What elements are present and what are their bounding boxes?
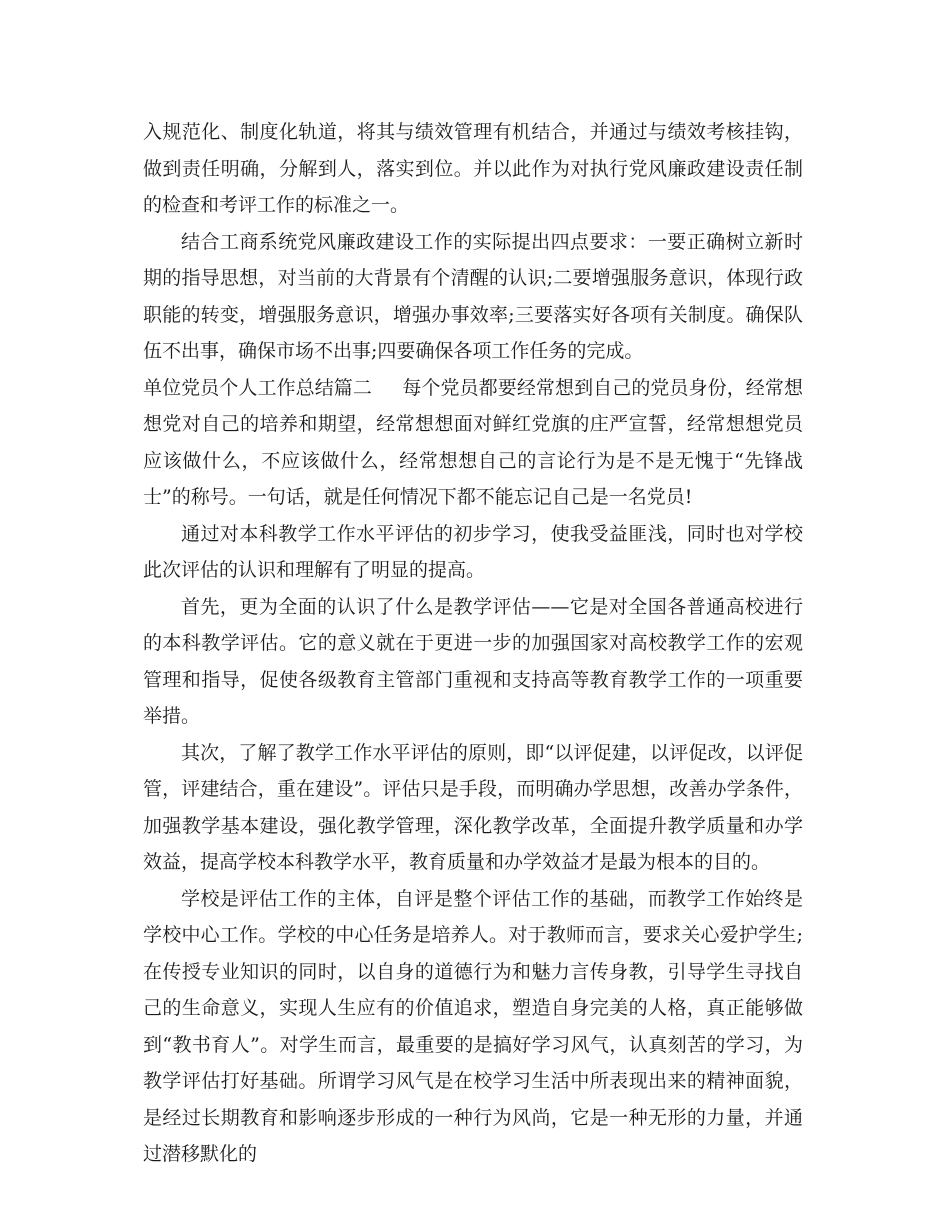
paragraph-evaluation-intro: 通过对本科教学工作水平评估的初步学习，使我受益匪浅，同时也对学校此次评估的认识和理解有了明显的提高。 bbox=[143, 522, 803, 581]
paragraph-second: 其次，了解了教学工作水平评估的原则，即“以评促建，以评促改，以评促管，评建结合，重在建设”。评估只是手段，而明确办学思想，改善办学条件，加强教学基本建设，强化教学管理，深化教学改革，全面提升教学质量和办学效益，提高学校本科教学水平，教育质量和办学效益才是最为根本的目的。 bbox=[143, 741, 803, 873]
paragraph-continuation: 入规范化、制度化轨道，将其与绩效管理有机结合，并通过与绩效考核挂钩，做到责任明确，分解到人，落实到位。并以此作为对执行党风廉政建设责任制的检查和考评工作的标准之一。 bbox=[143, 121, 803, 216]
paragraph-first: 首先，更为全面的认识了什么是教学评估——它是对全国各普通高校进行的本科教学评估。它的意义就在于更进一步的加强国家对高校教学工作的宏观管理和指导，促使各级教育主管部门重视和支持高等教育教学工作的一项重要举措。 bbox=[143, 595, 803, 727]
section-body: 每个党员都要经常想到自己的党员身份，经常想想党对自己的培养和期望，经常想想面对鲜红党旗的庄严宣誓，经常想想党员应该做什么，不应该做什么，经常想想自己的言论行为是不是无愧于“先锋战士”的称号。一句话，就是任何情况下都不能忘记自己是一名党员! bbox=[143, 376, 803, 508]
paragraph-school: 学校是评估工作的主体，自评是整个评估工作的基础，而教学工作始终是学校中心工作。学校的中心任务是培养人。对于教师而言，要求关心爱护学生;在传授专业知识的同时，以自身的道德行为和魅力言传身教，引导学生寻找自己的生命意义，实现人生应有的价值追求，塑造自身完美的人格，真正能够做到“教书育人”。对学生而言，最重要的是搞好学习风气，认真刻苦的学习，为教学评估打好基础。所谓学习风气是在校学习生活中所表现出来的精神面貌，是经过长期教育和影响逐步形成的一种行为风尚，它是一种无形的力量，并通过潜移默化的 bbox=[143, 887, 803, 1165]
section-heading: 单位党员个人工作总结篇二 bbox=[143, 376, 372, 399]
document-body bbox=[143, 114, 803, 1173]
paragraph-requirements: 结合工商系统党风廉政建设工作的实际提出四点要求：一要正确树立新时期的指导思想，对当前的大背景有个清醒的认识;二要增强服务意识，体现行政职能的转变，增强服务意识，增强办事效率;三要落实好各项有关制度。确保队伍不出事，确保市场不出事;四要确保各项工作任务的完成。 bbox=[143, 230, 803, 362]
paragraph-section-two bbox=[143, 370, 803, 516]
